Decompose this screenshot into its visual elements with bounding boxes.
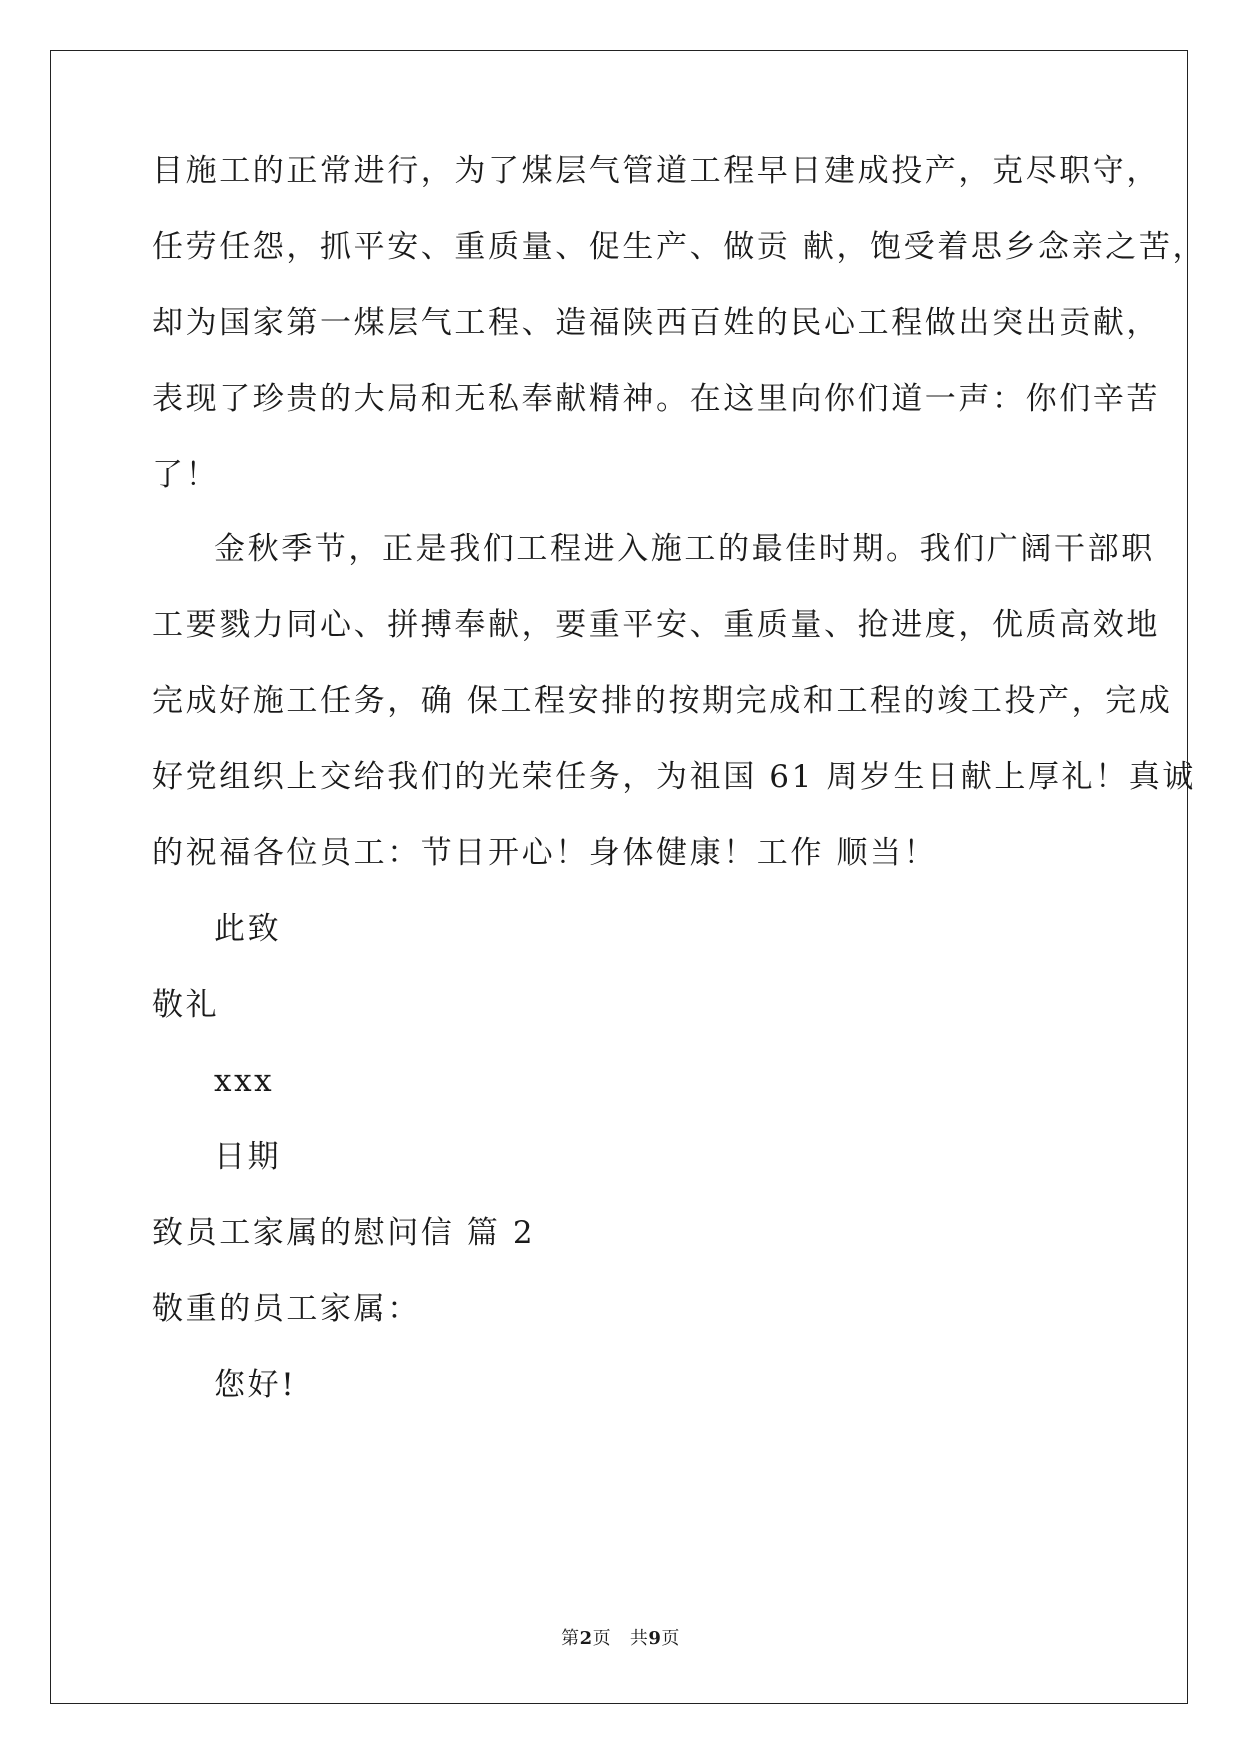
body-line-3: 却为国家第一煤层气工程、造福陕西百姓的民心工程做出突出贡献， (152, 305, 1160, 341)
closing-jingli: 敬礼 (152, 987, 220, 1023)
body-line-4: 表现了珍贵的大局和无私奉献精神。在这里向你们道一声：你们辛苦 (152, 381, 1160, 417)
footer-page-total: 9 (648, 1628, 662, 1649)
page-footer (0, 1624, 1241, 1650)
footer-page-current: 2 (579, 1628, 593, 1649)
body-line-5: 了！ (152, 457, 220, 493)
signature: xxx (214, 1063, 275, 1099)
body-line-1: 目施工的正常进行，为了煤层气管道工程早日建成投产，克尽职守， (152, 153, 1160, 189)
footer-total-prefix: 共 (629, 1628, 649, 1649)
body-line-9: 好党组织上交给我们的光荣任务，为祖国 61 周岁生日献上厚礼！真诚 (152, 759, 1196, 795)
body-line-6: 金秋季节，正是我们工程进入施工的最佳时期。我们广阔干部职 (214, 531, 1155, 567)
body-line-10: 的祝福各位员工：节日开心！身体健康！工作 顺当！ (152, 835, 938, 871)
salutation: 敬重的员工家属： (152, 1291, 421, 1327)
date: 日期 (214, 1139, 282, 1175)
footer-page-prefix: 第 (561, 1628, 580, 1649)
body-line-2: 任劳任怨，抓平安、重质量、促生产、做贡 献，饱受着思乡念亲之苦， (152, 229, 1207, 265)
body-line-7: 工要戮力同心、拼搏奉献，要重平安、重质量、抢进度，优质高效地 (152, 607, 1160, 643)
footer-page-suffix: 页 (592, 1628, 612, 1649)
page-border (50, 50, 1188, 1704)
greeting: 您好! (214, 1367, 297, 1403)
body-line-8: 完成好施工任务，确 保工程安排的按期完成和工程的竣工投产，完成 (152, 683, 1173, 719)
footer-total-suffix: 页 (661, 1628, 680, 1649)
section-heading: 致员工家属的慰问信 篇 2 (152, 1215, 536, 1251)
closing-cizhi: 此致 (214, 911, 282, 947)
